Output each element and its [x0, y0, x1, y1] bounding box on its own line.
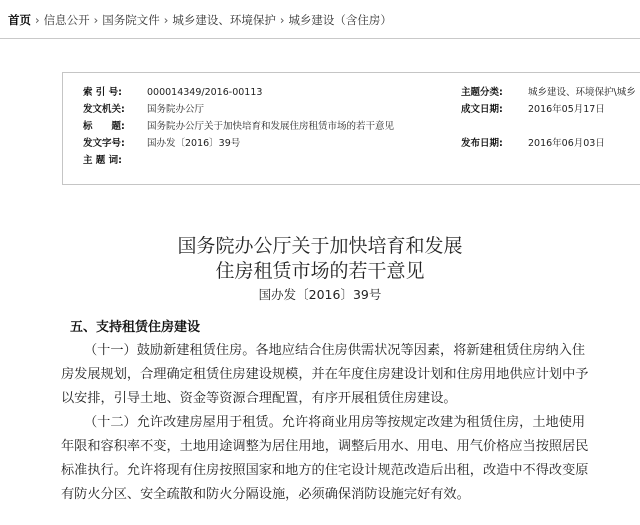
docno-value: 国办发〔2016〕39号 — [147, 138, 241, 149]
document-number: 国办发〔2016〕39号 — [258, 287, 382, 302]
issuer-value: 国务院办公厅 — [147, 104, 205, 115]
meta-row-issuer — [63, 102, 640, 118]
category-label: 主题分类: — [461, 87, 503, 98]
breadcrumb-separator: › — [279, 13, 285, 27]
breadcrumb-separator: › — [93, 13, 99, 27]
breadcrumb-state-council-docs-link[interactable]: 国务院文件 — [102, 13, 160, 27]
meta-row-title — [63, 119, 640, 135]
paragraph-line: 有防火分区、安全疏散和防火分隔设施，必须确保消防设施完好有效。 — [61, 487, 470, 502]
paragraph-line: （十二）允许改建房屋用于租赁。允许将商业用房等按规定改建为租赁住房，土地使用 — [84, 415, 586, 430]
issuer-label: 发文机关: — [83, 104, 125, 115]
breadcrumb-urban-env-link[interactable]: 城乡建设、环境保护 — [172, 13, 276, 27]
paragraph-line: 以安排，引导土地、资金等资源合理配置，有序开展租赁住房建设。 — [61, 391, 457, 406]
title-value: 国务院办公厅关于加快培育和发展住房租赁市场的若干意见 — [147, 121, 395, 132]
published-date-value: 2016年06月03日 — [528, 138, 605, 149]
document-metadata-box — [62, 72, 640, 185]
breadcrumb-info-link[interactable]: 信息公开 — [43, 13, 90, 27]
keywords-label: 主 题 词: — [83, 155, 122, 166]
index-label: 索 引 号: — [83, 87, 122, 98]
paragraph-line: 标准执行。允许将现有住房按照国家和地方的住宅设计规范改造后出租，改造中不得改变原 — [61, 463, 589, 478]
meta-row-index — [63, 85, 640, 101]
breadcrumb-separator: › — [35, 13, 40, 27]
category-value: 城乡建设、环境保护\城乡 — [528, 87, 636, 98]
meta-row-keywords — [63, 153, 640, 169]
paragraph-line: 年限和容积率不变，土地用途调整为居住用地，调整后用水、用电、用气价格应当按照居民 — [61, 439, 589, 454]
docno-label: 发文字号: — [83, 138, 125, 149]
section-heading: 五、支持租赁住房建设 — [70, 320, 201, 335]
published-date-label: 发布日期: — [461, 138, 503, 149]
breadcrumb-separator: › — [163, 13, 169, 27]
breadcrumb-divider — [0, 38, 640, 39]
breadcrumb-urban-housing-link[interactable]: 城乡建设（含住房） — [288, 13, 392, 27]
written-date-label: 成文日期: — [461, 104, 503, 115]
index-value: 000014349/2016-00113 — [147, 87, 263, 98]
document-title-line-1: 国务院办公厅关于加快培育和发展 — [177, 235, 463, 257]
title-label: 标 题: — [83, 121, 125, 132]
breadcrumb-home-link[interactable]: 首页 — [8, 13, 31, 27]
meta-row-docno — [63, 136, 640, 152]
paragraph-line: 房发展规划，合理确定租赁住房建设规模，并在年度住房建设计划和住房用地供应计划中予 — [61, 367, 589, 382]
document-title-line-2: 住房租赁市场的若干意见 — [215, 260, 425, 282]
breadcrumb — [8, 11, 392, 29]
written-date-value: 2016年05月17日 — [528, 104, 605, 115]
paragraph-line: （十一）鼓励新建租赁住房。各地应结合住房供需状况等因素，将新建租赁住房纳入住 — [84, 343, 586, 358]
